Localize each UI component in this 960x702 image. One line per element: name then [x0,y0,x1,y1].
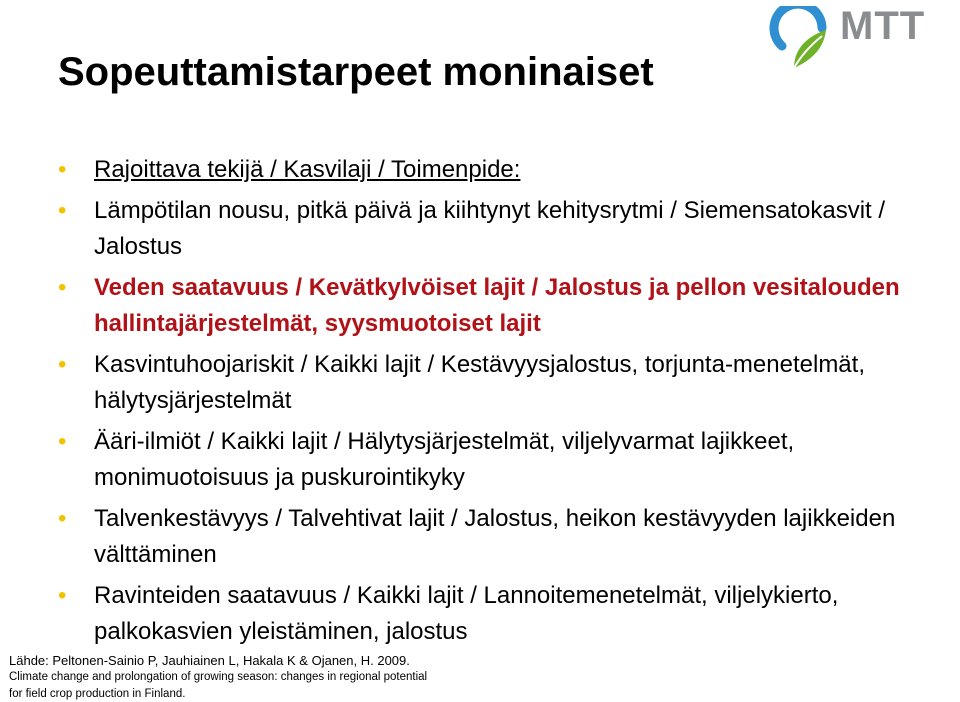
bullet-dot-icon: • [58,197,67,224]
bullet-text: Kasvintuhoojariskit / Kaikki lajit / Kestävyysjalostus, torjunta-menetelmät, hälytysjärjestelmät [94,351,865,414]
bullet-text: Veden saatavuus / Kevätkylvöiset lajit / Jalostus ja pellon vesitalouden hallintajärjestelmät, syysmuotoiset lajit [94,274,900,337]
bullet-item [54,578,934,650]
bullet-dot-icon: • [58,274,67,301]
bullet-item [54,424,934,496]
bullet-item-highlighted [54,270,934,342]
bullet-item [54,152,934,188]
bullet-item [54,501,934,573]
bullet-text: Ääri-ilmiöt / Kaikki lajit / Hälytysjärjestelmät, viljelyvarmat lajikkeet, monimuotoisuus ja puskurointikyky [94,428,795,491]
bullet-item [54,193,934,265]
bullet-text: Rajoittava tekijä / Kasvilaji / Toimenpide: [94,156,521,183]
bullet-dot-icon: • [58,351,67,378]
bullet-dot-icon: • [58,505,67,532]
bullet-text: Talvenkestävyys / Talvehtivat lajit / Jalostus, heikon kestävyyden lajikkeiden välttäminen [94,505,896,568]
bullet-dot-icon: • [58,156,67,183]
logo-text: MTT [840,4,926,48]
bullet-dot-icon: • [58,582,67,609]
source-title: Climate change and prolongation of growing season: changes in regional potential for field crop production in Finland. [9,671,428,700]
slide-title: Sopeuttamistarpeet moninaiset [58,50,654,94]
bullet-dot-icon: • [58,428,67,455]
source-citation [9,652,439,702]
bullet-list [54,152,934,655]
bullet-text: Ravinteiden saatavuus / Kaikki lajit / Lannoitemenetelmät, viljelykierto, palkokasvien yleistäminen, jalostus [94,582,839,645]
bullet-item [54,347,934,419]
source-reference: Lähde: Peltonen-Sainio P, Jauhiainen L, Hakala K & Ojanen, H. 2009. [9,653,410,668]
bullet-text: Lämpötilan nousu, pitkä päivä ja kiihtynyt kehitysrytmi / Siemensatokasvit / Jalostus [94,197,886,260]
